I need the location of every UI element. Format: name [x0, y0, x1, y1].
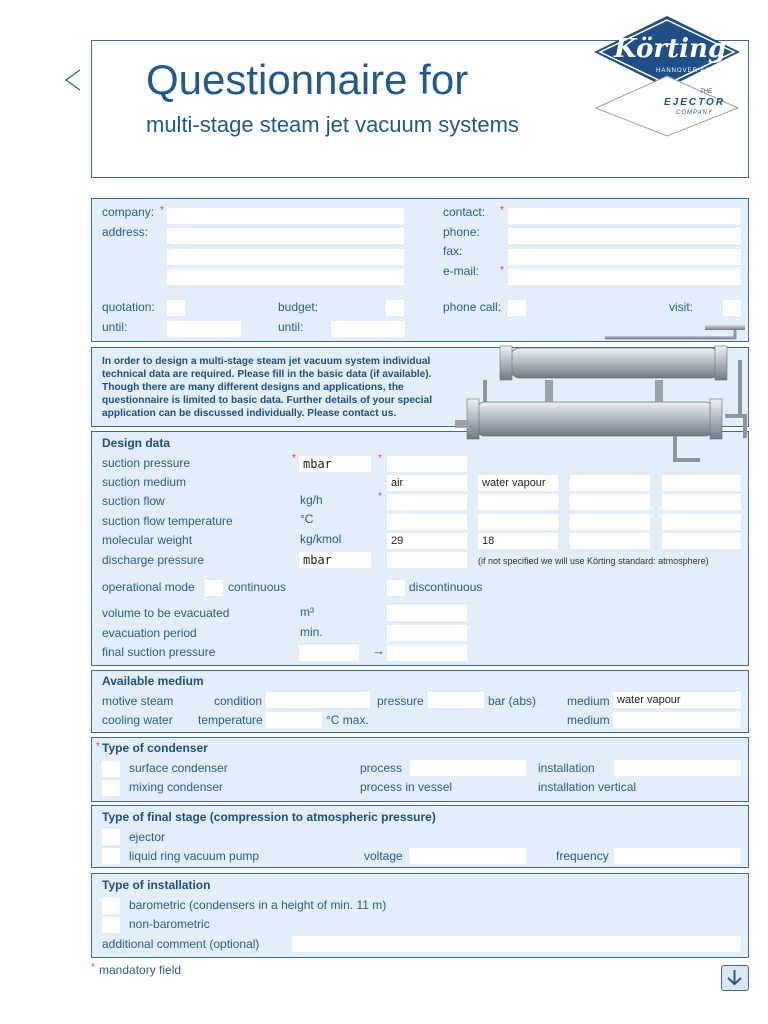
logo-brand: Körting — [614, 34, 727, 64]
mandatory-field-note: mandatory field — [99, 963, 182, 977]
mw-3[interactable] — [570, 533, 650, 549]
cooling-water-label: cooling water — [102, 713, 173, 727]
evacuation-period-label: evacuation period — [102, 626, 197, 640]
budget-until-label: until: — [278, 320, 304, 334]
volume-field[interactable] — [387, 605, 467, 621]
operational-mode-label: operational mode — [102, 580, 195, 594]
barometric-label: barometric (condensers in a height of min. 11 m) — [129, 898, 387, 912]
continuous-checkbox[interactable] — [205, 580, 223, 596]
suction-flow-3[interactable] — [570, 494, 650, 510]
steam-jet-vacuum-system-image — [455, 320, 760, 468]
suction-flow-2[interactable] — [478, 494, 558, 510]
email-label: e-mail: — [443, 264, 480, 278]
mandatory-mark: * — [500, 205, 504, 216]
mixing-condenser-checkbox[interactable] — [102, 780, 120, 796]
company-field[interactable] — [167, 208, 404, 224]
budget-until-field[interactable] — [331, 321, 405, 337]
pressure-field[interactable] — [428, 692, 484, 708]
installation-title: Type of installation — [102, 878, 211, 892]
non-barometric-checkbox[interactable] — [102, 917, 120, 933]
phone-field[interactable] — [508, 228, 741, 244]
discontinuous-checkbox[interactable] — [387, 580, 405, 596]
installation-field[interactable] — [614, 760, 741, 776]
mandatory-mark: * — [378, 453, 382, 464]
available-medium-title: Available medium — [102, 674, 204, 688]
contact-field[interactable] — [508, 208, 741, 224]
address-label: address: — [102, 225, 149, 239]
visit-label: visit: — [669, 300, 693, 314]
mw-air[interactable]: 29 — [387, 533, 467, 549]
final-suction-pressure-from[interactable] — [299, 645, 359, 661]
bar-abs-label: bar (abs) — [488, 694, 537, 708]
surface-condenser-label: surface condenser — [129, 761, 228, 775]
korting-logo — [592, 14, 742, 138]
arrow-down-icon — [722, 966, 747, 989]
quotation-label: quotation: — [102, 300, 155, 314]
next-page-button[interactable] — [721, 965, 749, 991]
suction-temp-2[interactable] — [478, 514, 558, 530]
volume-unit: m³ — [300, 605, 314, 619]
budget-label: budget: — [278, 300, 319, 314]
suction-flow-1[interactable] — [387, 494, 467, 510]
process-in-vessel-label: process in vessel — [360, 780, 453, 794]
temperature-label: temperature — [198, 713, 263, 727]
final-stage-title: Type of final stage (compression to atmospheric pressure) — [102, 810, 436, 824]
evacuation-period-field[interactable] — [387, 625, 467, 641]
phone-call-checkbox[interactable] — [508, 300, 526, 316]
installation-vertical-label: installation vertical — [538, 780, 637, 794]
cooling-medium-label: medium — [567, 713, 610, 727]
fax-field[interactable] — [508, 249, 741, 265]
logo-ejector: EJECTOR — [664, 97, 726, 108]
motive-medium-field[interactable]: water vapour — [613, 692, 741, 708]
page-subtitle: multi-stage steam jet vacuum systems — [146, 112, 519, 137]
quotation-checkbox[interactable] — [167, 300, 185, 316]
medium-label: medium — [567, 694, 610, 708]
quotation-until-label: until: — [102, 320, 128, 334]
condition-field[interactable] — [266, 692, 370, 708]
condenser-title: Type of condenser — [102, 741, 208, 755]
address-field-2[interactable] — [167, 249, 404, 265]
voltage-label: voltage — [364, 849, 403, 863]
mandatory-mark: * — [96, 741, 100, 752]
suction-medium-4[interactable] — [662, 475, 741, 491]
lrvp-label: liquid ring vacuum pump — [129, 849, 260, 863]
logo-sub: HANNOVER AG — [656, 68, 712, 74]
address-field-1[interactable] — [167, 228, 404, 244]
final-suction-pressure-label: final suction pressure — [102, 645, 216, 659]
surface-condenser-checkbox[interactable] — [102, 761, 120, 777]
barometric-checkbox[interactable] — [102, 898, 120, 914]
additional-comment-field[interactable] — [292, 936, 741, 952]
suction-pressure-label: suction pressure — [102, 456, 191, 470]
mandatory-mark: * — [292, 453, 296, 464]
mw-4[interactable] — [662, 533, 741, 549]
suction-medium-water[interactable]: water vapour — [478, 475, 558, 491]
additional-comment-label: additional comment (optional) — [102, 937, 260, 951]
suction-flow-4[interactable] — [662, 494, 741, 510]
logo-the: THE — [700, 89, 712, 95]
installation-label: installation — [538, 761, 595, 775]
email-field[interactable] — [508, 269, 741, 285]
suction-flow-temp-label: suction flow temperature — [102, 514, 233, 528]
mandatory-mark: * — [378, 491, 382, 502]
suction-medium-air[interactable]: air — [387, 475, 467, 491]
visit-checkbox[interactable] — [723, 300, 741, 316]
volume-label: volume to be evacuated — [102, 606, 230, 620]
lrvp-checkbox[interactable] — [102, 848, 120, 864]
discharge-pressure-unit[interactable]: mbar — [299, 552, 371, 568]
mixing-condenser-label: mixing condenser — [129, 780, 224, 794]
budget-checkbox[interactable] — [386, 300, 404, 316]
mandatory-mark: * — [500, 265, 504, 276]
process-field[interactable] — [410, 760, 526, 776]
cooling-temperature-field[interactable] — [266, 712, 322, 728]
process-label: process — [360, 761, 403, 775]
discharge-pressure-field[interactable] — [387, 552, 467, 568]
voltage-field[interactable] — [410, 848, 526, 864]
logo-company: COMPANY — [676, 110, 713, 116]
contact-label: contact: — [443, 205, 486, 219]
phone-label: phone: — [443, 225, 480, 239]
suction-temp-3[interactable] — [570, 514, 650, 530]
address-field-3[interactable] — [167, 269, 404, 285]
discharge-pressure-label: discharge pressure — [102, 553, 205, 567]
suction-temp-1[interactable] — [387, 514, 467, 530]
frequency-label: frequency — [556, 849, 609, 863]
pressure-label: pressure — [377, 694, 424, 708]
arrow-icon: → — [372, 643, 385, 658]
molecular-weight-unit: kg/kmol — [300, 532, 342, 546]
mandatory-mark: * — [91, 962, 95, 973]
c-max-label: °C max. — [326, 713, 369, 727]
suction-flow-label: suction flow — [102, 494, 165, 508]
evacuation-period-unit: min. — [300, 625, 323, 639]
suction-pressure-unit[interactable]: mbar — [299, 456, 371, 472]
fax-label: fax: — [443, 244, 463, 258]
page-title: Questionnaire for — [146, 56, 469, 103]
ejector-checkbox[interactable] — [102, 829, 120, 845]
suction-flow-temp-unit: °C — [300, 512, 314, 526]
discontinuous-label: discontinuous — [409, 580, 483, 594]
frequency-field[interactable] — [614, 848, 741, 864]
final-suction-pressure-to[interactable] — [387, 645, 467, 661]
discharge-note: (if not specified we will use Körting standard: atmosphere) — [478, 556, 709, 566]
non-barometric-label: non-barometric — [129, 917, 210, 931]
company-label: company: — [102, 205, 155, 219]
suction-flow-unit: kg/h — [300, 493, 323, 507]
phone-call-label: phone call: — [443, 300, 502, 314]
continuous-label: continuous — [228, 580, 287, 594]
motive-steam-label: motive steam — [102, 694, 174, 708]
ejector-label: ejector — [129, 830, 166, 844]
suction-medium-3[interactable] — [570, 475, 650, 491]
suction-medium-label: suction medium — [102, 475, 187, 489]
quotation-until-field[interactable] — [167, 321, 241, 337]
mandatory-mark: * — [160, 205, 164, 216]
suction-temp-4[interactable] — [662, 514, 741, 530]
design-title: Design data — [102, 436, 171, 450]
molecular-weight-label: molecular weight — [102, 533, 193, 547]
mw-water[interactable]: 18 — [478, 533, 558, 549]
condition-label: condition — [214, 694, 263, 708]
cooling-medium-field[interactable] — [613, 712, 741, 728]
intro-text: In order to design a multi-stage steam jet vacuum system individual technical data are required. Please fill in the basic data (if available). Though there are many different designs and applications, the questionnaire is limited to basic data. Further details of your special application can be discussed individually. Please contact us. — [102, 356, 433, 419]
